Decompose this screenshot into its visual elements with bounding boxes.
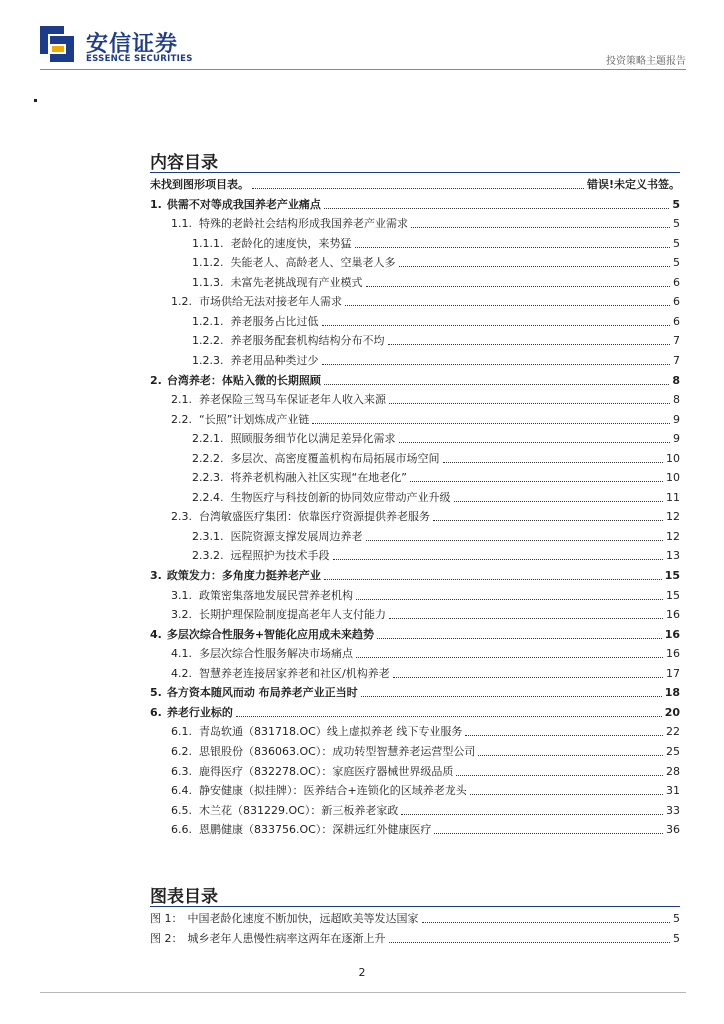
entry-label — [171, 823, 431, 837]
entry-label — [192, 530, 363, 544]
figure-entry[interactable] — [150, 926, 680, 946]
entry-number: 4. — [150, 627, 162, 641]
entry-number: 1.1.1. — [192, 236, 224, 250]
entry-label — [192, 471, 407, 485]
toc-entry[interactable] — [192, 250, 680, 270]
entry-label — [150, 706, 233, 720]
entry-page-number: 31 — [666, 784, 680, 798]
entry-title: 多层次、高密度覆盖机构布局拓展市场空间 — [230, 451, 440, 465]
toc-entry[interactable] — [150, 622, 680, 642]
company-logo — [40, 26, 200, 68]
entry-page-number: 5 — [672, 197, 680, 211]
stray-bullet-dot — [34, 99, 37, 102]
dot-leader — [322, 325, 671, 326]
entry-title: 养老服务占比过低 — [230, 314, 319, 328]
figures-title: 图表目录 — [150, 887, 218, 907]
entry-title: 养老保险三驾马车保证老年人收入来源 — [199, 393, 386, 407]
entry-title: 老龄化的速度快，来势猛 — [230, 236, 352, 250]
entry-label — [171, 745, 475, 759]
entry-page-number: 13 — [666, 549, 680, 563]
entry-label — [192, 315, 319, 329]
entry-title: 木兰花（831229.OC）：新三板养老家政 — [199, 803, 399, 817]
entry-page-number: 错误!未定义书签。 — [586, 178, 680, 191]
dot-leader — [454, 501, 664, 502]
entry-label — [171, 608, 386, 622]
dot-leader — [389, 942, 671, 943]
entry-page-number: 25 — [666, 744, 680, 758]
page-number: 2 — [358, 966, 366, 979]
entry-number: 6.5. — [171, 803, 192, 817]
toc-entry[interactable] — [150, 700, 680, 720]
toc-entry[interactable] — [192, 543, 680, 563]
toc-entry[interactable] — [150, 563, 680, 583]
entry-label — [171, 725, 462, 739]
entry-title: 鹿得医疗（832278.OC）：家庭医疗器械世界级品质 — [199, 764, 454, 778]
entry-number: 2.3. — [171, 510, 192, 524]
entry-label — [192, 256, 396, 270]
toc-entry[interactable] — [171, 719, 680, 739]
entry-label — [150, 178, 249, 192]
entry-title: 中国老龄化速度不断加快，远超欧美等发达国家 — [187, 912, 419, 925]
entry-title: 多层次综合性服务解决市场痛点 — [199, 647, 353, 661]
entry-title: 恩鹏健康（833756.OC）：深耕远红外健康医疗 — [199, 823, 432, 837]
entry-number: 2.2.4. — [192, 490, 224, 504]
entry-title: 照顾服务细节化以满足差异化需求 — [230, 432, 396, 446]
entry-page-number: 22 — [666, 725, 680, 739]
toc-entry[interactable] — [171, 661, 680, 681]
toc-entry[interactable] — [171, 387, 680, 407]
entry-number: 1.1. — [171, 217, 192, 231]
toc-entry[interactable] — [150, 172, 680, 192]
dot-leader — [434, 833, 663, 834]
footer-divider — [40, 992, 686, 993]
entry-page-number: 5 — [673, 217, 680, 231]
toc-entry[interactable] — [192, 270, 680, 290]
entry-label — [171, 510, 430, 524]
dot-leader — [478, 755, 663, 756]
entry-page-number: 15 — [666, 588, 680, 602]
entry-page-number: 17 — [666, 666, 680, 680]
entry-page-number: 8 — [673, 393, 680, 407]
entry-number: 6.6. — [171, 823, 192, 837]
entry-number: 2.2.3. — [192, 471, 224, 485]
entry-label — [171, 413, 309, 427]
entry-label — [192, 334, 385, 348]
entry-page-number: 7 — [673, 353, 680, 367]
entry-page-number: 12 — [666, 510, 680, 524]
entry-number: 3. — [150, 569, 162, 582]
toc-entry[interactable] — [192, 524, 680, 544]
entry-title: 未找到图形项目表。 — [150, 178, 249, 191]
entry-label — [171, 784, 467, 798]
entry-page-number: 9 — [673, 412, 680, 426]
entry-page-number: 6 — [673, 314, 680, 328]
toc-entry[interactable] — [150, 680, 680, 700]
dot-leader — [465, 735, 663, 736]
entry-title: 城乡老年人患慢性病率这两年在逐渐上升 — [187, 932, 386, 945]
entry-label — [171, 217, 408, 231]
entry-title: 各方资本随风而动 布局养老产业正当时 — [166, 686, 358, 700]
toc-entry[interactable] — [192, 328, 680, 348]
entry-label — [150, 569, 321, 583]
entry-page-number: 5 — [673, 932, 680, 945]
toc-entry[interactable] — [171, 407, 680, 427]
toc-entry[interactable] — [171, 583, 680, 603]
entry-title: 生物医疗与科技创新的协同效应带动产业升级 — [230, 490, 451, 504]
entry-number: 1.2. — [171, 295, 192, 309]
entry-label — [150, 912, 419, 926]
dot-leader — [443, 462, 664, 463]
entry-number: 6.4. — [171, 784, 192, 798]
entry-label — [171, 647, 353, 661]
entry-number: 1.2.1. — [192, 314, 224, 328]
entry-label — [150, 374, 321, 388]
entry-number: 2.3.1. — [192, 529, 224, 543]
entry-label — [171, 804, 398, 818]
entry-title: 静安健康（拟挂牌）：医养结合+连锁化的区域养老龙头 — [199, 784, 467, 798]
entry-title: 青岛软通（831718.OC）线上虚拟养老 线下专业服务 — [199, 725, 463, 739]
entry-label — [192, 549, 330, 563]
entry-page-number: 6 — [673, 275, 680, 289]
entry-label — [150, 628, 374, 642]
dot-leader — [355, 247, 671, 248]
dot-leader — [433, 520, 663, 521]
entry-page-number: 15 — [664, 569, 680, 582]
entry-label — [192, 452, 440, 466]
entry-page-number: 18 — [664, 686, 680, 700]
entry-label — [192, 432, 396, 446]
dot-leader — [410, 481, 663, 482]
dot-leader — [345, 305, 670, 306]
toc-entry[interactable] — [150, 192, 680, 212]
entry-number: 1.1.2. — [192, 256, 224, 270]
entry-title: 智慧养老连接居家养老和社区/机构养老 — [199, 666, 390, 680]
toc-entry[interactable] — [171, 641, 680, 661]
entry-number: 2.2. — [171, 412, 192, 426]
entry-page-number: 33 — [666, 803, 680, 817]
entry-title: 供需不对等成我国养老产业痛点 — [166, 197, 321, 211]
entry-title: 长期护理保险制度提高老年人支付能力 — [199, 608, 386, 622]
toc-entry[interactable] — [192, 485, 680, 505]
dot-leader — [324, 208, 670, 209]
entry-page-number: 36 — [666, 823, 680, 837]
entry-page-number: 12 — [666, 529, 680, 543]
dot-leader — [393, 677, 663, 678]
entry-page-number: 5 — [673, 912, 680, 925]
entry-page-number: 20 — [664, 705, 680, 719]
toc-entry[interactable] — [192, 231, 680, 251]
entry-page-number: 8 — [672, 373, 680, 387]
entry-number: 6.1. — [171, 725, 192, 739]
entry-title: “长照”计划炼成产业链 — [199, 412, 310, 426]
essence-logo-icon — [40, 26, 74, 62]
toc-entry[interactable] — [171, 289, 680, 309]
dot-leader — [356, 657, 663, 658]
toc-entry[interactable] — [171, 211, 680, 231]
entry-label — [150, 932, 386, 946]
dot-leader — [399, 442, 671, 443]
dot-leader — [252, 188, 584, 189]
entry-label — [171, 589, 353, 603]
entry-title: 将养老机构融入社区实现“在地老化” — [230, 471, 407, 485]
toc-entry[interactable] — [171, 798, 680, 818]
entry-page-number: 6 — [673, 295, 680, 309]
entry-page-number: 28 — [666, 764, 680, 778]
entry-number: 2.1. — [171, 393, 192, 407]
entry-number: 2. — [150, 373, 162, 387]
entry-number: 图 1： — [150, 912, 183, 925]
entry-number: 1.2.3. — [192, 353, 224, 367]
entry-page-number: 11 — [666, 490, 680, 504]
dot-leader — [389, 403, 670, 404]
dot-leader — [389, 618, 663, 619]
entry-page-number: 16 — [666, 608, 680, 622]
entry-number: 图 2： — [150, 932, 183, 945]
entry-label — [192, 354, 319, 368]
entry-title: 养老服务配套机构结构分布不均 — [230, 334, 385, 348]
dot-leader — [388, 344, 671, 345]
entry-page-number: 7 — [673, 334, 680, 348]
toc-title: 内容目录 — [150, 153, 218, 173]
entry-title: 未富先老挑战现有产业模式 — [230, 275, 363, 289]
entry-title: 台湾敏盛医疗集团：依靠医疗资源提供养老服务 — [199, 510, 430, 524]
entry-title: 台湾养老：体贴入微的长期照顾 — [166, 373, 321, 387]
entry-page-number: 9 — [673, 432, 680, 446]
entry-number: 2.2.2. — [192, 451, 224, 465]
logo-chinese-name: 安信证券 — [86, 32, 179, 57]
dot-leader — [456, 775, 663, 776]
dot-leader — [399, 266, 671, 267]
dot-leader — [322, 364, 671, 365]
toc-entry[interactable] — [171, 739, 680, 759]
entry-label — [171, 765, 453, 779]
dot-leader — [236, 716, 662, 717]
entry-number: 1. — [150, 197, 162, 211]
dot-leader — [470, 794, 663, 795]
entry-number: 1.1.3. — [192, 275, 224, 289]
toc-entry[interactable] — [192, 309, 680, 329]
entry-label — [192, 491, 451, 505]
toc-entry[interactable] — [171, 817, 680, 837]
entry-number: 2.3.2. — [192, 549, 224, 563]
dot-leader — [312, 423, 670, 424]
toc-entry[interactable] — [171, 759, 680, 779]
figure-entry[interactable] — [150, 906, 680, 926]
toc-entry[interactable] — [192, 348, 680, 368]
entry-label — [192, 276, 363, 290]
dot-leader — [324, 579, 662, 580]
report-type-label: 投资策略主题报告 — [606, 56, 686, 67]
toc-entry[interactable] — [171, 504, 680, 524]
dot-leader — [422, 922, 671, 923]
entry-label — [192, 237, 352, 251]
entry-page-number: 5 — [673, 256, 680, 270]
header-divider — [40, 69, 686, 70]
dot-leader — [361, 696, 662, 697]
entry-title: 政策密集落地发展民营养老机构 — [199, 588, 353, 602]
toc-entry[interactable] — [192, 426, 680, 446]
entry-number: 3.1. — [171, 588, 192, 602]
dot-leader — [377, 638, 662, 639]
toc-entry[interactable] — [150, 368, 680, 388]
entry-title: 养老用品种类过少 — [230, 353, 319, 367]
dot-leader — [366, 540, 664, 541]
dot-leader — [366, 286, 671, 287]
toc-entry[interactable] — [192, 465, 680, 485]
entry-label — [171, 393, 386, 407]
entry-title: 市场供给无法对接老年人需求 — [199, 295, 342, 309]
entry-number: 1.2.2. — [192, 334, 224, 348]
dot-leader — [356, 599, 663, 600]
toc-entry[interactable] — [192, 446, 680, 466]
entry-title: 养老行业标的 — [166, 705, 233, 719]
entry-label — [150, 686, 358, 700]
entry-title: 失能老人、高龄老人、空巢老人多 — [230, 256, 396, 270]
toc-entry[interactable] — [171, 778, 680, 798]
logo-english-name: ESSENCE SECURITIES — [86, 54, 193, 64]
dot-leader — [401, 814, 663, 815]
toc-entry[interactable] — [171, 602, 680, 622]
entry-title: 思银股份（836063.OC）：成功转型智慧养老运营型公司 — [199, 744, 476, 758]
dot-leader — [411, 227, 670, 228]
entry-title: 医院资源支撑发展周边养老 — [230, 529, 363, 543]
entry-number: 4.2. — [171, 666, 192, 680]
entry-number: 6.3. — [171, 764, 192, 778]
entry-label — [171, 667, 390, 681]
entry-title: 政策发力：多角度力挺养老产业 — [166, 569, 321, 582]
entry-number: 5. — [150, 686, 162, 700]
entry-title: 多层次综合性服务+智能化应用成未来趋势 — [166, 627, 375, 641]
entry-page-number: 5 — [673, 236, 680, 250]
entry-page-number: 16 — [664, 627, 680, 641]
entry-title: 特殊的老龄社会结构形成我国养老产业需求 — [199, 217, 408, 231]
entry-page-number: 10 — [666, 451, 680, 465]
entry-label — [171, 295, 342, 309]
entry-label — [150, 198, 321, 212]
dot-leader — [324, 384, 670, 385]
entry-number: 6.2. — [171, 744, 192, 758]
entry-number: 3.2. — [171, 608, 192, 622]
dot-leader — [333, 559, 664, 560]
entry-page-number: 16 — [666, 647, 680, 661]
entry-title: 远程照护为技术手段 — [230, 549, 330, 563]
entry-number: 2.2.1. — [192, 432, 224, 446]
entry-number: 4.1. — [171, 647, 192, 661]
entry-page-number: 10 — [666, 471, 680, 485]
entry-number: 6. — [150, 705, 162, 719]
